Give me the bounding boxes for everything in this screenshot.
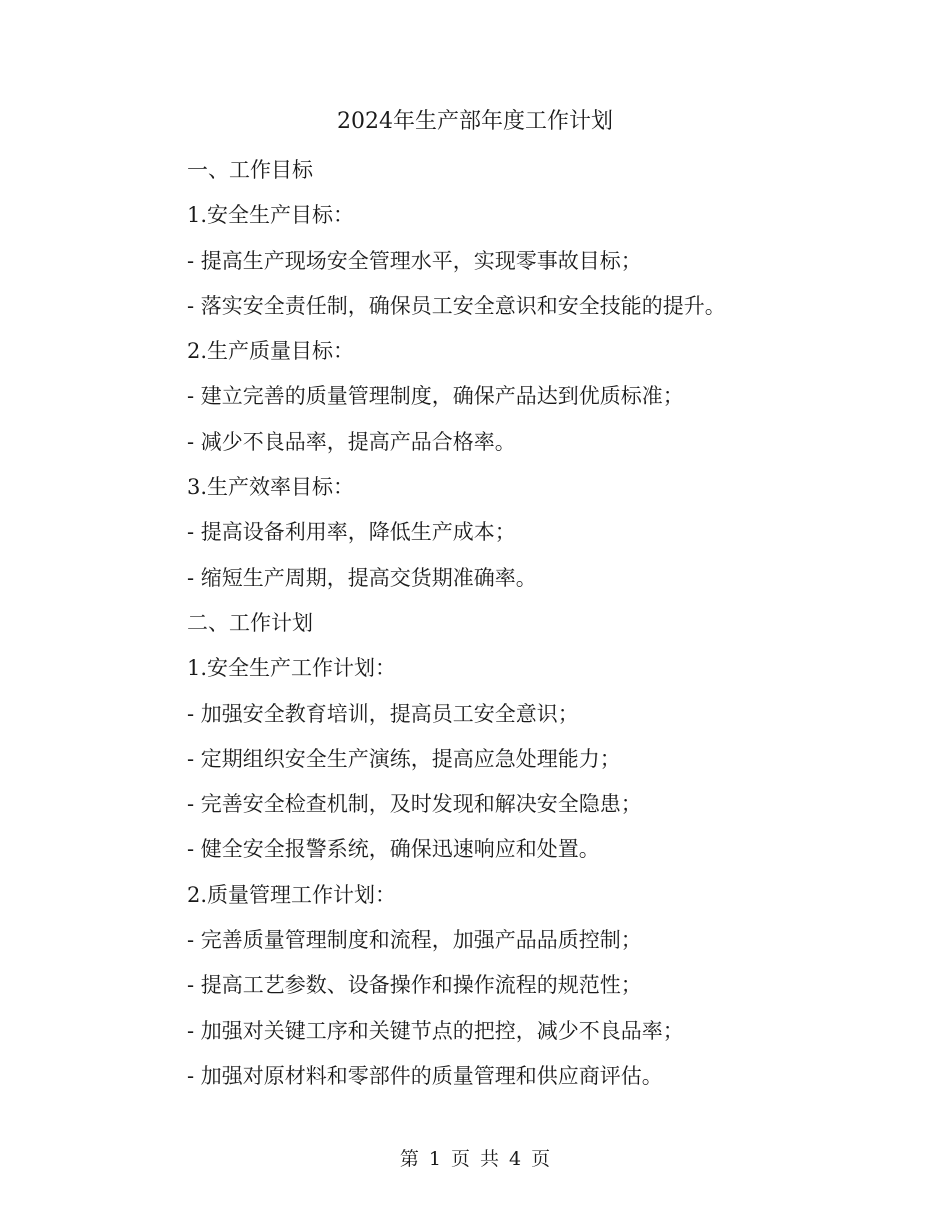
list-item: - 加强对原材料和零部件的质量管理和供应商评估。 [187,1063,663,1088]
list-item: - 建立完善的质量管理制度，确保产品达到优质标准； [187,384,684,409]
subsection-heading-safety-plan: 1.安全生产工作计划： [187,656,397,681]
document-body [187,154,907,1105]
section-heading-goals: 一、工作目标 [187,158,313,182]
section-heading-plan: 二、工作计划 [187,610,313,635]
list-item: - 减少不良品率，提高产品合格率。 [187,429,516,454]
list-item: - 完善安全检查机制，及时发现和解决安全隐患； [187,792,642,817]
list-item: - 加强安全教育培训，提高员工安全意识； [187,701,579,726]
page-number-footer: 第 1 页 共 4 页 [399,1148,551,1170]
list-item: - 落实安全责任制，确保员工安全意识和安全技能的提升。 [187,293,726,318]
list-item: - 提高设备利用率，降低生产成本； [187,520,516,545]
list-item: - 加强对关键工序和关键节点的把控，减少不良品率； [187,1018,684,1043]
subsection-heading-efficiency-goal: 3.生产效率目标： [187,475,355,500]
list-item: - 提高工艺参数、设备操作和操作流程的规范性； [187,973,642,998]
list-item: - 健全安全报警系统，确保迅速响应和处置。 [187,837,600,862]
list-item: - 定期组织安全生产演练，提高应急处理能力； [187,746,621,771]
list-item: - 提高生产现场安全管理水平，实现零事故目标； [187,248,642,273]
subsection-heading-quality-goal: 2.生产质量目标： [187,339,355,364]
list-item: - 缩短生产周期，提高交货期准确率。 [187,565,537,590]
subsection-heading-quality-plan: 2.质量管理工作计划： [187,882,397,907]
subsection-heading-safety-goal: 1.安全生产目标： [187,203,355,228]
document-title: 2024年生产部年度工作计划 [337,109,613,134]
list-item: - 完善质量管理制度和流程，加强产品品质控制； [187,928,642,953]
